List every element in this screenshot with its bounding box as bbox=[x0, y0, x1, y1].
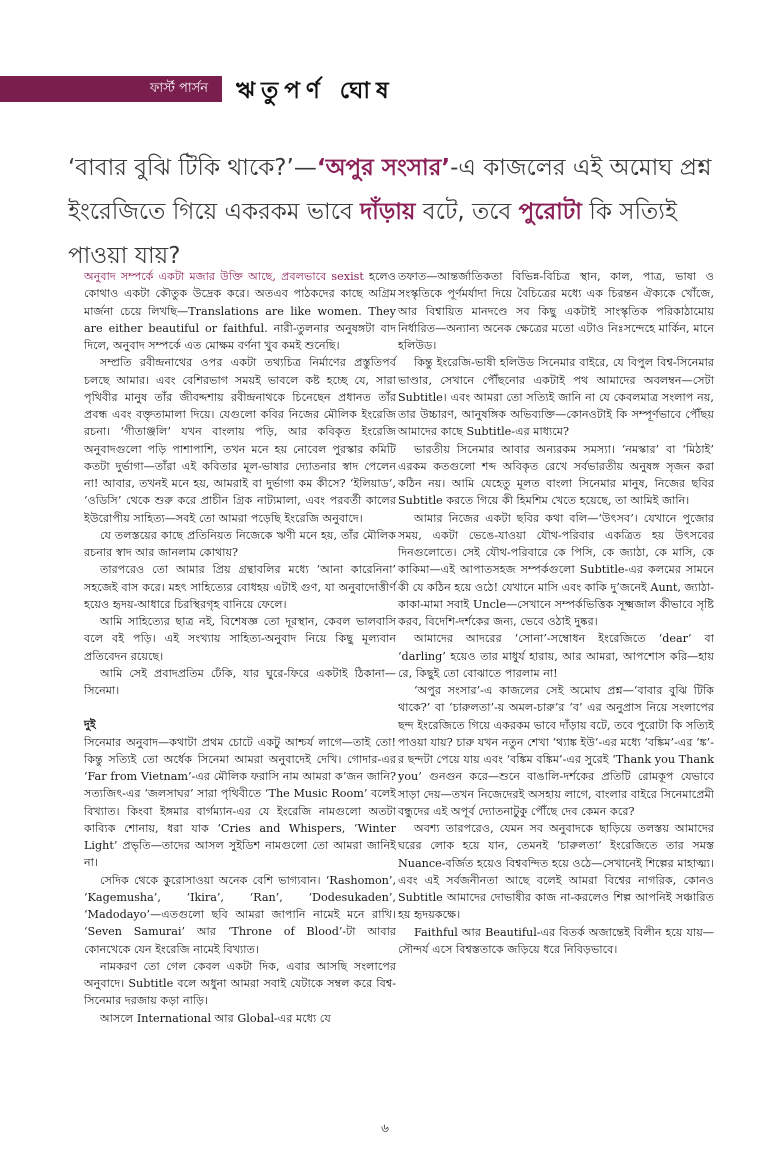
headline-part-3: -এ কাজলের এই অমোঘ প্রশ্ন ইংরেজিতে গিয়ে একরকম ভাবে bbox=[68, 155, 712, 225]
paragraph: তফাত—আন্তর্জাতিকতা বিভিন্ন-বিচিত্র স্থান, কাল, পাত্র, ভাষা ও সংস্কৃতিকে পূর্ণমর্যাদা দিয়ে বৈচিত্রের মধ্যে এক চিরন্তন ঐক্যকে খোঁজে, আর বিশ্বায়িত মানদণ্ডে সব কিছু একটাই সাংস্কৃতিক পরিকাঠামোয় নির্ধারিত—অন্যান্য অনেক ক্ষেত্রের মতো এটাও নিঃসন্দেহে মার্কিন, মানে হলিউড। bbox=[398, 270, 714, 352]
paragraph: আমি সাহিত্যের ছাত্র নই, বিশেষজ্ঞ তো দূরস্থান, কেবল ভালবাসি বলে বই পড়ি। এই সংখ্যায় সাহিত্য-অনুবাদ নিয়ে কিছু মূল্যবান প্রতিবেদন রয়েছে। bbox=[84, 615, 396, 663]
lead-text: অনুবাদ সম্পর্কে একটা মজার উক্তি আছে, প্রবলভাবে sexist bbox=[84, 270, 364, 283]
headline-part-7: কি সত্যিই পাওয়া যায়? bbox=[68, 199, 677, 269]
section-band bbox=[0, 76, 222, 102]
paragraph bbox=[84, 268, 396, 354]
paragraph: আমাদের আদরের ‘সোনা’-সম্বোধন ইংরেজিতে ‘dear’ বা ‘darling’ হয়েও তার মাধুর্য হারায়, আর আমরা, আপশোস করি—হায় রে, কিছুই তো বোঝাতে পারলাম না! bbox=[398, 632, 714, 680]
paragraph: সিনেমার অনুবাদ—কথাটা প্রথম চোটে একটু আশ্চর্য লাগে—তাই তো! কিন্তু সত্যিই তো অর্ধেক সিনেমা আমরা অনুবাদেই দেখি। গোদার-এর ‘Far from Vietnam’-এর মৌলিক ফরাসি নাম আমরা ক’জন জানি? সত্যজিৎ-এর ‘জলসাঘর’ সারা পৃথিবীতে ‘The Music Room’ বলেই বিখ্যাত। কিংবা ইঙ্গমার বার্গম্যান-এর যে ইংরেজি নামগুলো অতটা কাব্যিক শোনায়, ধরা যাক ‘Cries and Whispers, ‘Winter Light’ প্রভৃতি—তাদের আসল সুইডিশ নামগুলো তো আমরা জানিই না। bbox=[84, 735, 396, 870]
paragraph: যে তলস্তয়ের কাছে প্রতিনিয়ত নিজেকে ঋণী মনে হয়, তাঁর মৌলিক রচনার স্বাদ আর জানলাম কোথায়? bbox=[84, 528, 396, 559]
paragraph: তারপরেও তো আমার প্রিয় গ্রন্থাবলির মধ্যে ‘আনা কারেনিনা’ সহজেই বাস করে। মহৎ সাহিত্যের বোধহয় এটাই গুণ, যা অনুবাদোত্তীর্ণ হয়েও হৃদয়-আধারে চিরস্থিরগৃহ বানিয়ে ফেলে। bbox=[84, 563, 396, 611]
headline-part-5: বটে, তবে bbox=[415, 199, 519, 225]
paragraph: ‘অপুর সংসার’-এ কাজলের সেই অমোঘ প্রশ্ন—‘বাবার বুঝি টিকি থাকে?’ বা ‘চারুলতা’-য় অমল-চারু’র ‘ব’ এর অনুপ্রাস নিয়ে সংলাপের ছন্দ ইংরেজিতে গিয়ে একরকম ভাবে দাঁড়ায় বটে, তবে পুরোটা কি সত্যিই পাওয়া যায়? চারু যখন নতুন শেখা ‘থ্যাঙ্ক ইউ’-এর মধ্যে ‘বঙ্কিম’-এর ‘ঙ্ক’-র ছন্দটা পেয়ে যায় এবং ‘বঙ্কিম বঙ্কিম’-এর সুরেই ‘Thank you Thank you’ গুনগুন করে—শুনে বাঙালি-দর্শকের প্রতিটি রোমকূপ যেভাবে সাড়া দেয়—তখন নিজেদেরই অসহায় লাগে, বাংলার বাইরে সিনেমাপ্রেমী বন্ধুদের এই অপূর্ব দ্যোতনাটুকু পৌঁছে দেব কেমন করে? bbox=[398, 684, 714, 818]
paragraph: অবশ্য তারপরেও, যেমন সব অনুবাদকে ছাড়িয়ে তলস্তয় আমাদের ঘরের লোক হয়ে যান, তেমনই ‘চারুলতা’ ইংরেজিতে তার সমস্ত Nuance-বর্জিত হয়েও বিশ্ববন্দিত হয়ে ওঠে—সেখানেই শিল্পের মাহাত্ম্য। এবং এই সর্বজনীনতা আছে বলেই আমরা বিশ্বের নাগরিক, কোনও Subtitle আমাদের দোভাষীর কাজ না-করলেও শিল্প আপনিই সঞ্চারিত হয় হৃদয়কক্ষে। bbox=[398, 822, 714, 922]
paragraph: Faithful আর Beautiful-এর বিতর্ক অজান্তেই বিলীন হয়ে যায়—সৌন্দর্য এসে বিশ্বস্ততাকে জড়িয়ে ধরে নিবিড়ভাবে। bbox=[398, 925, 714, 956]
paragraph: আমি সেই প্রবাদপ্রতিম ঢেঁকি, যার ঘুরে-ফিরে একটাই ঠিকানা—সিনেমা। bbox=[84, 666, 396, 697]
headline-part-1: ‘বাবার বুঝি টিকি থাকে?’— bbox=[68, 155, 317, 181]
paragraph: সেদিক থেকে কুরোসাওয়া অনেক বেশি ভাগ্যবান। ‘Rashomon’, ‘Kagemusha’, ‘Ikira’, ‘Ran’, ‘Dodesukaden’, ‘Madodayo’—এতগুলো ছবি আমরা জাপানি নামেই মনে রাখি। ‘Seven Samurai’ আর ‘Throne of Blood’-টা আবার কোনখেকে যেন ইংরেজি নামেই বিখ্যাত। bbox=[84, 873, 396, 956]
paragraph: নামকরণ তো গেল কেবল একটা দিক, এবার আসছি সংলাপের অনুবাদে। Subtitle বলে অধুনা আমরা সবাই যেটাকে সম্বল করে বিশ্ব-সিনেমার দরজায় কড়া নাড়ি। bbox=[84, 959, 396, 1008]
paragraph-text: হলেও কোথাও একটা কৌতুক উদ্রেক করে। অতএব পাঠকদের কাছে অগ্রিম মার্জনা চেয়ে লিখছি—Translations are like women. They are either beautiful or faithful. নারী-তুলনার অনুষঙ্গটা বাদ দিলে, অনুবাদ সম্পর্কে এত মোক্ষম বর্ণনা খুব কমই শুনেছি। bbox=[84, 270, 397, 352]
author-name: ঋতুপর্ণ ঘোষ bbox=[236, 78, 395, 104]
headline bbox=[68, 146, 718, 278]
paragraph: কিন্তু ইংরেজি-ভাষী হলিউড সিনেমার বাইরে, যে বিপুল বিশ্ব-সিনেমার ভাণ্ডার, সেখানে পৌঁছনোর একটাই পথ আমাদের অবলম্বন—সেটা Subtitle। এবং আমরা তো সত্যিই জানি না যে কেবলমাত্র সংলাপ নয়, তার উচ্চারণ, আনুষঙ্গিক অভিব্যক্তি—কোনওটাই কি সম্পূর্ণভাবে পৌঁছয় আমাদের কাছে Subtitle-এর মাধ্যমে? bbox=[398, 356, 714, 439]
right-column bbox=[398, 268, 714, 958]
left-column bbox=[84, 268, 396, 1027]
paragraph: সম্প্রতি রবীন্দ্রনাথের ওপর একটা তথ্যচিত্র নির্মাণের প্রস্তুতিপর্ব চলছে আমার। এবং বেশিরভাগ সময়ই ভাবলে কষ্ট হচ্ছে যে, সারা পৃথিবীর মানুষ তাঁর জীবদ্দশায় রবীন্দ্রনাথকে চিনেছেন প্রধানত তাঁর প্রবন্ধ এবং বক্তৃতামালা দিয়ে। যেগুলো কবির নিজের মৌলিক ইংরেজি রচনা। ‘গীতাঞ্জলি’ যখন বাংলায় পড়ি, আর কবিকৃত ইংরেজি অনুবাদগুলো পড়ি পাশাপাশি, তখন মনে হয় নোবেল পুরস্কার কমিটি কতটা দুর্ভাগা—তাঁরা এই কবিতার মূল-ভাষার দ্যোতনার স্বাদ পেলেন না! আবার, তখনই মনে হয়, আমরাই বা দুর্ভাগা কম কীসে? ‘ইলিয়াড’, ‘ওডিসি’ থেকে শুরু করে প্রাচীন গ্রিক নাট্যমালা, এবং পরবর্তী কালের ইউরোপীয় সাহিত্য—সবই তো আমরা পড়েছি ইংরেজি অনুবাদে। bbox=[84, 356, 396, 525]
paragraph: আমার নিজের একটা ছবির কথা বলি—‘উৎসব’। যেখানে পুজোর সময়, একটা ভেঙে-যাওয়া যৌথ-পরিবার একত্রিত হয় উৎসবের দিনগুলোতে। সেই যৌথ-পরিবারে কে পিসি, কে জ্যাঠা, কে মাসি, কে কাকিমা—এই আপাতসহজ সম্পর্কগুলো Subtitle-এর কলমের সামনে কী যে কঠিন হয়ে ওঠে! যেখানে মাসি এবং কাকি দু’জনেই Aunt, জ্যাঠা-কাকা-মামা সবাই Uncle—সেখানে সম্পর্কভিত্তিক সূক্ষ্মজাল কীভাবে সৃষ্টি করব, বিদেশি-দর্শকের জন্য, ভেবে ওঠাই দুষ্কর। bbox=[398, 511, 714, 628]
headline-highlight-stands: দাঁড়ায় bbox=[360, 199, 416, 225]
paragraph: ভারতীয় সিনেমার আবার অন্যরকম সমস্যা। ‘নমস্কার’ বা ‘মিঠাই’ এরকম কতগুলো শব্দ অবিকৃত রেখে সর্বভারতীয় অনুষঙ্গ সৃজন করা কঠিন নয়। আমি যেহেতু মূলত বাংলা সিনেমার মানুষ, নিজের ছবির Subtitle করতে গিয়ে কী হিমশিম খেতে হয়েছে, তা আমিই জানি। bbox=[398, 442, 714, 508]
headline-highlight-film: ‘অপুর সংসার’ bbox=[316, 155, 451, 181]
section-label: ফার্স্ট পার্সন bbox=[149, 80, 208, 96]
section-heading: দুই bbox=[84, 717, 96, 732]
headline-highlight-whole: পুরোটা bbox=[518, 199, 582, 225]
paragraph: আসলে International আর Global-এর মধ্যে যে bbox=[100, 1011, 331, 1025]
page-number: ৬ bbox=[381, 1121, 389, 1135]
